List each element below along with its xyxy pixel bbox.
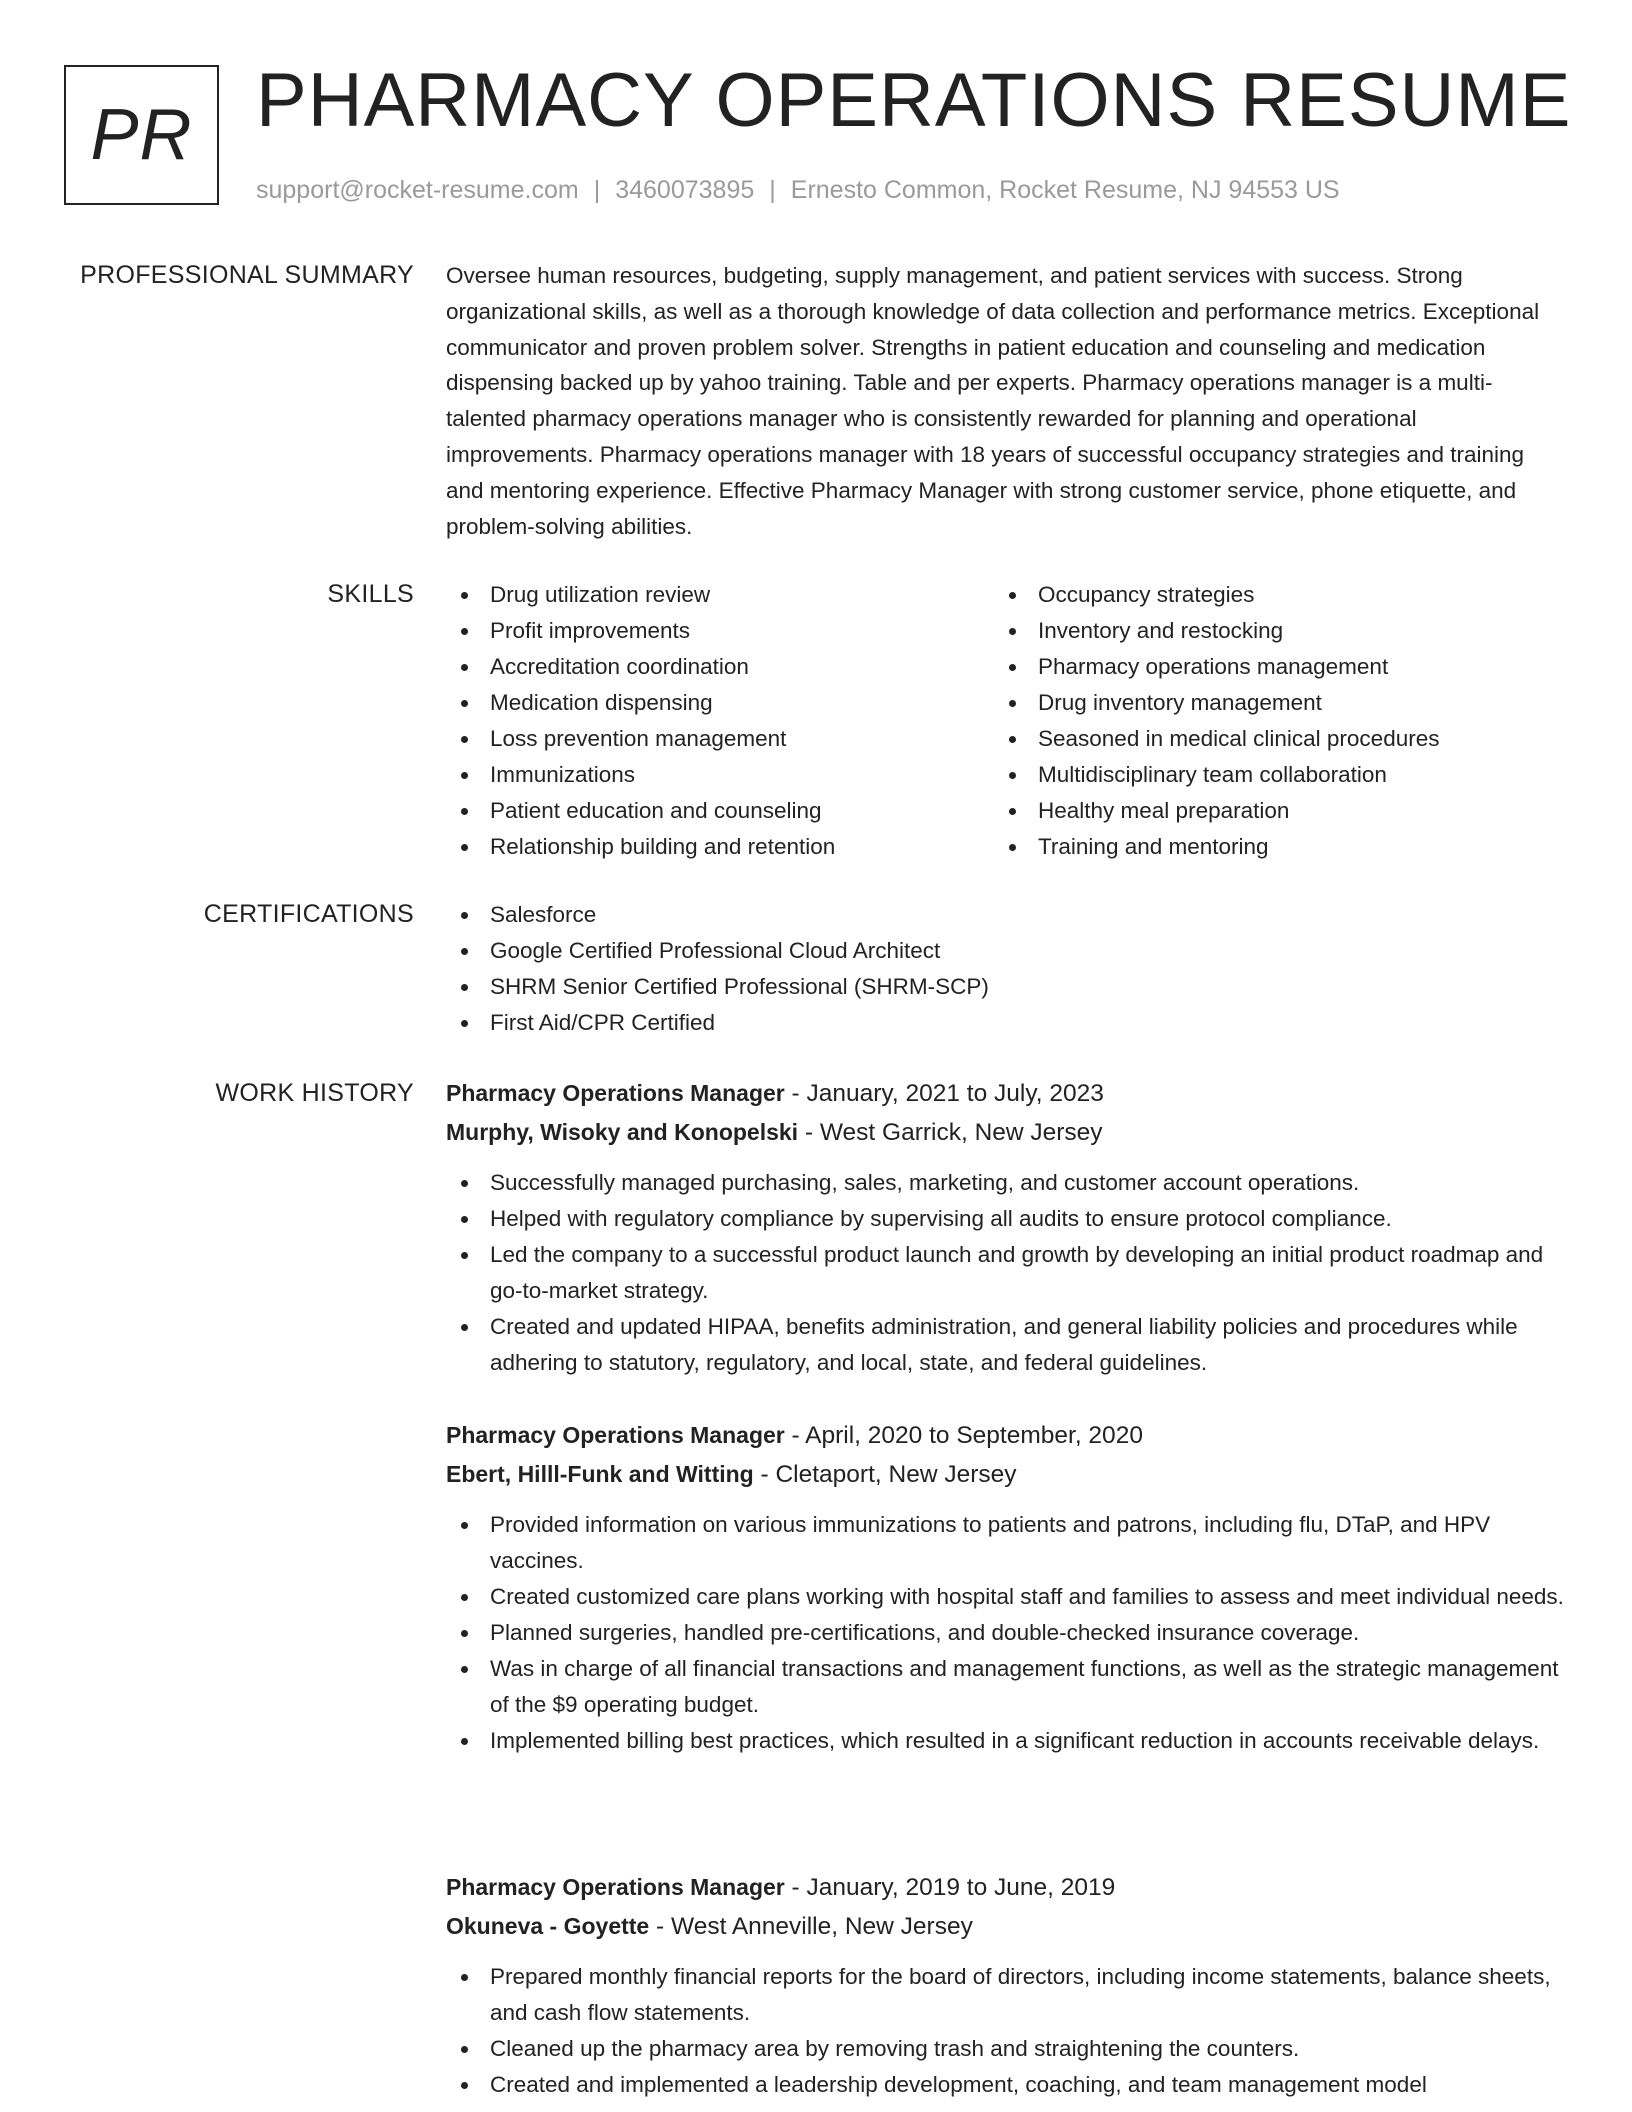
skill-item: Medication dispensing: [446, 685, 994, 721]
job-duty: Led the company to a successful product launch and growth by developing an initial product roadmap and go-to-market strategy.: [446, 1237, 1566, 1309]
summary-text: Oversee human resources, budgeting, supply management, and patient services with success. Strong organizational skills, as well as a thorough knowledge of data collection and performance metrics. Exceptional communicator and proven problem solver. Strengths in patient education and counseling and medication dispensing backed up by yahoo training. Table and per experts. Pharmacy operations manager is a multi-talented pharmacy operations manager who is consistently rewarded for planning and operational improvements. Pharmacy operations manager with 18 years of successful occupancy strategies and training and mentoring experience. Effective Pharmacy Manager with strong customer service, phone etiquette, and problem-solving abilities.: [446, 263, 1540, 539]
job-duty: Created and updated HIPAA, benefits administration, and general liability policies and procedures while adhering to statutory, regulatory, and local, state, and federal guidelines.: [446, 1309, 1566, 1381]
contact-phone[interactable]: 3460073895: [615, 176, 755, 204]
job-title: Pharmacy Operations Manager: [446, 1874, 785, 1900]
job-duty: Provided information on various immunizations to patients and patrons, including flu, DTaP, and HPV vaccines.: [446, 1507, 1566, 1579]
job-location: - West Anneville, New Jersey: [649, 1913, 973, 1940]
job-duty: Prepared monthly financial reports for the board of directors, including income statements, balance sheets, and cash flow statements.: [446, 1959, 1566, 2031]
section-heading-certifications: CERTIFICATIONS: [203, 900, 414, 928]
contact-address: Ernesto Common, Rocket Resume, NJ 94553 US: [790, 176, 1340, 204]
job-duties-list: [446, 1165, 1566, 1381]
skill-item: Relationship building and retention: [446, 829, 994, 865]
contact-email[interactable]: support@rocket-resume.com: [256, 176, 579, 204]
skill-item: Loss prevention management: [446, 721, 994, 757]
certification-item: Google Certified Professional Cloud Architect: [446, 933, 1566, 969]
skill-item: Patient education and counseling: [446, 793, 994, 829]
skill-item: Healthy meal preparation: [994, 793, 1542, 829]
job-company-line: [446, 1907, 1566, 1946]
job-entry: [446, 1074, 1566, 1381]
certification-item: SHRM Senior Certified Professional (SHRM-SCP): [446, 969, 1566, 1005]
job-title-line: [446, 1868, 1566, 1907]
job-entry: [446, 1868, 1566, 2103]
job-duty: Planned surgeries, handled pre-certifications, and double-checked insurance coverage.: [446, 1615, 1566, 1651]
skill-item: Pharmacy operations management: [994, 649, 1542, 685]
monogram-logo: [64, 65, 219, 205]
job-duty: Created customized care plans working with hospital staff and families to assess and meet individual needs.: [446, 1579, 1566, 1615]
skills-list-right: [994, 577, 1542, 865]
job-duty: Created and implemented a leadership development, coaching, and team management model: [446, 2067, 1566, 2103]
job-duty: Implemented billing best practices, which resulted in a significant reduction in accounts receivable delays.: [446, 1723, 1566, 1759]
job-company: Okuneva - Goyette: [446, 1913, 650, 1939]
job-dates: - January, 2019 to June, 2019: [784, 1874, 1116, 1901]
contact-separator: |: [769, 176, 776, 204]
skill-item: Drug utilization review: [446, 577, 994, 613]
skill-item: Immunizations: [446, 757, 994, 793]
skill-item: Occupancy strategies: [994, 577, 1542, 613]
skill-item: Seasoned in medical clinical procedures: [994, 721, 1542, 757]
monogram-initials: PR: [90, 95, 193, 175]
job-company-line: [446, 1113, 1566, 1152]
certification-item: First Aid/CPR Certified: [446, 1005, 1566, 1041]
skill-item: Accreditation coordination: [446, 649, 994, 685]
section-heading-summary: PROFESSIONAL SUMMARY: [80, 261, 414, 289]
contact-separator: |: [593, 176, 601, 204]
contact-line: [256, 174, 1340, 206]
job-duty: Cleaned up the pharmacy area by removing trash and straightening the counters.: [446, 2031, 1566, 2067]
job-location: - West Garrick, New Jersey: [798, 1119, 1103, 1146]
skill-item: Multidisciplinary team collaboration: [994, 757, 1542, 793]
job-duty: Was in charge of all financial transactions and management functions, as well as the strategic management of the $9 operating budget.: [446, 1651, 1566, 1723]
skill-item: Drug inventory management: [994, 685, 1542, 721]
job-company-line: [446, 1455, 1566, 1494]
certifications-list: [446, 897, 1566, 1041]
job-dates: - April, 2020 to September, 2020: [784, 1422, 1143, 1449]
page-title: PHARMACY OPERATIONS RESUME: [256, 58, 1572, 143]
skill-item: Profit improvements: [446, 613, 994, 649]
job-company: Ebert, Hilll-Funk and Witting: [446, 1461, 754, 1487]
skills-list-left: [446, 577, 994, 865]
job-duties-list: [446, 1959, 1566, 2103]
job-duties-list: [446, 1507, 1566, 1759]
job-title: Pharmacy Operations Manager: [446, 1422, 785, 1448]
job-company: Murphy, Wisoky and Konopelski: [446, 1119, 799, 1145]
section-heading-work-history: WORK HISTORY: [215, 1079, 414, 1107]
job-entry: [446, 1416, 1566, 1759]
job-duty: Helped with regulatory compliance by supervising all audits to ensure protocol compliance.: [446, 1201, 1566, 1237]
certification-item: Salesforce: [446, 897, 1566, 933]
skill-item: Inventory and restocking: [994, 613, 1542, 649]
job-title-line: [446, 1416, 1566, 1455]
job-duty: Successfully managed purchasing, sales, marketing, and customer account operations.: [446, 1165, 1566, 1201]
skill-item: Training and mentoring: [994, 829, 1542, 865]
job-title: Pharmacy Operations Manager: [446, 1080, 785, 1106]
section-heading-skills: SKILLS: [327, 580, 414, 608]
job-dates: - January, 2021 to July, 2023: [784, 1080, 1104, 1107]
job-location: - Cletaport, New Jersey: [753, 1461, 1017, 1488]
job-title-line: [446, 1074, 1566, 1113]
